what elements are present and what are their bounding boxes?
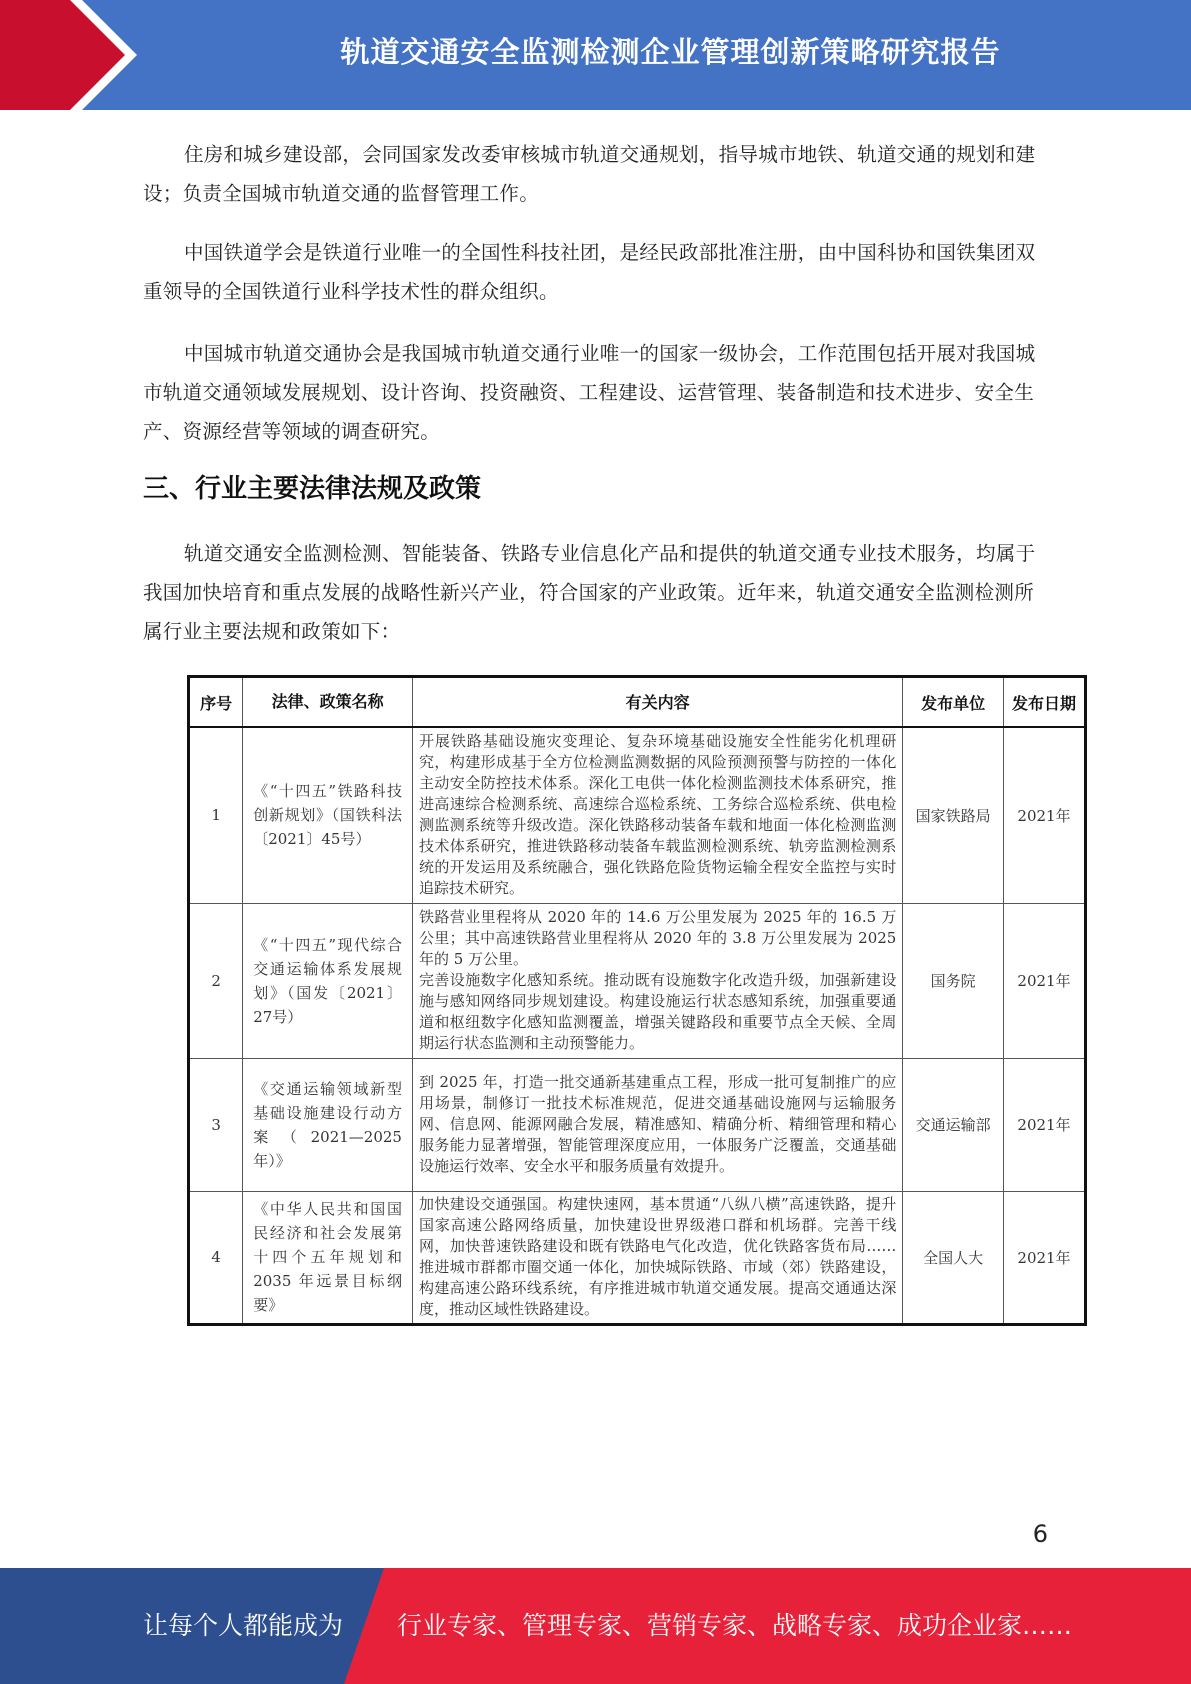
cell-date: 2021年 (1004, 1191, 1086, 1324)
col-header-date: 发布日期 (1004, 677, 1086, 728)
footer-slogan-right: 行业专家、管理专家、营销专家、战略专家、成功企业家…… (397, 1611, 1073, 1640)
page-footer (0, 1568, 1191, 1684)
section-heading: 三、行业主要法律法规及政策 (143, 474, 482, 504)
paragraph-intro: 轨道交通安全监测检测、智能装备、铁路专业信息化产品和提供的轨道交通专业技术服务，均属于我国加快培育和重点发展的战略性新兴产业，符合国家的产业政策。近年来，轨道交通安全监测检测所属行业主要法规和政策如下： (143, 542, 1036, 643)
table-row (189, 903, 1086, 1058)
cell-content-text: 开展铁路基础设施灾变理论、复杂环境基础设施安全性能劣化机理研究，构建形成基于全方位检测监测数据的风险预测预警与防控的一体化主动安全防控技术体系。深化工电供一体化检测监测技术体系研究，推进高速综合检测系统、高速综合巡检系统、工务综合巡检系统、供电检测监测系统等升级改造。深化铁路移动装备车载和地面一体化检测监测技术体系研究，推进铁路移动装备车载监测检测系统、轨旁监测检测系统的开发运用及系统融合，强化铁路危险货物运输全程安全监控与实时追踪技术研究。 (418, 732, 897, 898)
cell-content-text-2: 完善设施数字化感知系统。推动既有设施数字化改造升级，加强新建设施与感知网络同步规划建设。构建设施运行状态感知系统，加强重要通道和枢纽数字化感知监测覆盖，增强关键路段和重要节点全天候、全周期运行状态监测和主动预警能力。 (418, 971, 897, 1052)
cell-content-text: 到 2025 年，打造一批交通新基建重点工程，形成一批可复制推广的应用场景，制修订一批技术标准规范，促进交通基础设施网与运输服务网、信息网、能源网融合发展，精准感知、精确分析、精细管理和精心服务能力显著增强，智能管理深度应用，一体服务广泛覆盖，交通基础设施运行效率、安全水平和服务质量有效提升。 (418, 1073, 897, 1175)
cell-policy-name: 《中华人民共和国国民经济和社会发展第十四个五年规划和 2035 年远景目标纲要》 (243, 1191, 413, 1324)
paragraph-railway-society: 中国铁道学会是铁道行业唯一的全国性科技社团，是经民政部批准注册，由中国科协和国铁集团双重领导的全国铁道行业科学技术性的群众组织。 (143, 241, 1036, 303)
cell-date: 2021年 (1004, 727, 1086, 903)
cell-date: 2021年 (1004, 1058, 1086, 1191)
cell-content-text: 铁路营业里程将从 2020 年的 14.6 万公里发展为 2025 年的 16.5 万公里；其中高速铁路营业里程将从 2020 年的 3.8 万公里发展为 2025 年的 5 万公里。 (418, 908, 897, 968)
table-header-row (189, 677, 1086, 728)
cell-content (412, 1058, 902, 1191)
cell-policy-name: 《“十四五”铁路科技创新规划》（国铁科法〔2021〕45号） (243, 727, 413, 903)
paragraph-ministry-housing: 住房和城乡建设部，会同国家发改委审核城市轨道交通规划，指导城市地铁、轨道交通的规划和建设；负责全国城市轨道交通的监督管理工作。 (143, 143, 1036, 205)
document-title: 轨道交通安全监测检测企业管理创新策略研究报告 (340, 35, 1001, 69)
table-row (189, 727, 1086, 903)
cell-date: 2021年 (1004, 903, 1086, 1058)
table-row (189, 1191, 1086, 1324)
paragraph-urban-rail-association: 中国城市轨道交通协会是我国城市轨道交通行业唯一的国家一级协会，工作范围包括开展对我国城市轨道交通领域发展规划、设计咨询、投资融资、工程建设、运营管理、装备制造和技术进步、安全生产、资源经营等领域的调查研究。 (143, 342, 1036, 443)
header-arrow-red (0, 0, 125, 110)
cell-no: 2 (189, 903, 243, 1058)
cell-no: 4 (189, 1191, 243, 1324)
cell-issuer: 交通运输部 (903, 1058, 1004, 1191)
page-header (0, 0, 1191, 110)
col-header-name: 法律、政策名称 (243, 677, 413, 728)
header-arrow-decoration (0, 0, 150, 110)
cell-content (412, 903, 902, 1058)
page-number: 6 (1032, 1520, 1048, 1548)
table-row (189, 1058, 1086, 1191)
cell-issuer: 全国人大 (903, 1191, 1004, 1324)
cell-policy-name: 《交通运输领域新型基础设施建设行动方案（2021—2025年）》 (243, 1058, 413, 1191)
cell-issuer: 国务院 (903, 903, 1004, 1058)
cell-policy-name: 《“十四五”现代综合交通运输体系发展规划》（国发〔2021〕27号） (243, 903, 413, 1058)
footer-slogan-left: 让每个人都能成为 (143, 1611, 344, 1640)
cell-no: 3 (189, 1058, 243, 1191)
policy-table (187, 675, 1087, 1326)
col-header-no: 序号 (189, 677, 243, 728)
col-header-content: 有关内容 (412, 677, 902, 728)
col-header-issuer: 发布单位 (903, 677, 1004, 728)
cell-issuer: 国家铁路局 (903, 727, 1004, 903)
cell-no: 1 (189, 727, 243, 903)
cell-content (412, 1191, 902, 1324)
cell-content (412, 727, 902, 903)
cell-content-text: 加快建设交通强国。构建快速网，基本贯通“八纵八横”高速铁路，提升国家高速公路网络质量，加快建设世界级港口群和机场群。完善干线网，加快普速铁路建设和既有铁路电气化改造，优化铁路客货布局……推进城市群都市圈交通一体化，加快城际铁路、市域（郊）铁路建设，构建高速公路环线系统，有序推进城市轨道交通发展。提高交通通达深度，推动区域性铁路建设。 (418, 1195, 897, 1318)
